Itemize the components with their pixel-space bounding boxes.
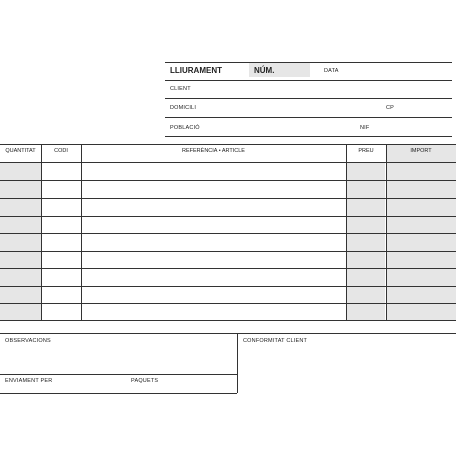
town-label: POBLACIÓ [170,125,200,131]
footer-line-top [0,333,456,334]
column-header-reference: REFERÈNCIA • ARTICLE [182,148,245,154]
table-row-line [0,198,456,199]
number-label: NÚM. [254,66,275,75]
column-header-code: CODI [54,148,68,154]
address-label: DOMICILI [170,105,197,111]
document-title: LLIURAMENT [170,66,222,75]
column-header-price: PREU [358,148,374,154]
footer-line-middle [0,374,237,375]
table-line-bottom [0,320,456,321]
shipping-method-label: ENVIAMENT PER [5,378,53,384]
client-label: CLIENT [170,86,191,92]
amount-column-shade [386,144,456,320]
table-line-top [0,144,456,145]
table-line-header [0,162,456,163]
price-column-shade [347,162,385,320]
column-divider [81,144,82,320]
column-divider [346,144,347,320]
table-row-line [0,286,456,287]
postal-code-label: CP [386,105,395,111]
table-row-line [0,216,456,217]
table-row-line [0,268,456,269]
header-line-2 [165,98,452,99]
header-line-1 [165,80,452,81]
table-row-line [0,303,456,304]
table-row-line [0,251,456,252]
footer-divider [237,333,238,393]
table-row-line [0,180,456,181]
column-header-amount: IMPORT [410,148,432,154]
table-row-line [0,233,456,234]
column-header-quantity: QUANTITAT [5,148,36,154]
column-divider [386,144,387,320]
packages-label: PAQUETS [131,378,159,384]
header-line-top [165,62,452,63]
client-approval-label: CONFORMITAT CLIENT [243,338,308,344]
quantity-column-shade [0,162,41,320]
header-line-4 [165,136,452,137]
date-label: DATA [324,68,339,74]
observations-label: OBSERVACIONS [5,338,51,344]
footer-line-bottom [0,393,237,394]
header-line-3 [165,117,452,118]
nif-label: NIF [360,125,370,131]
column-divider [41,144,42,320]
